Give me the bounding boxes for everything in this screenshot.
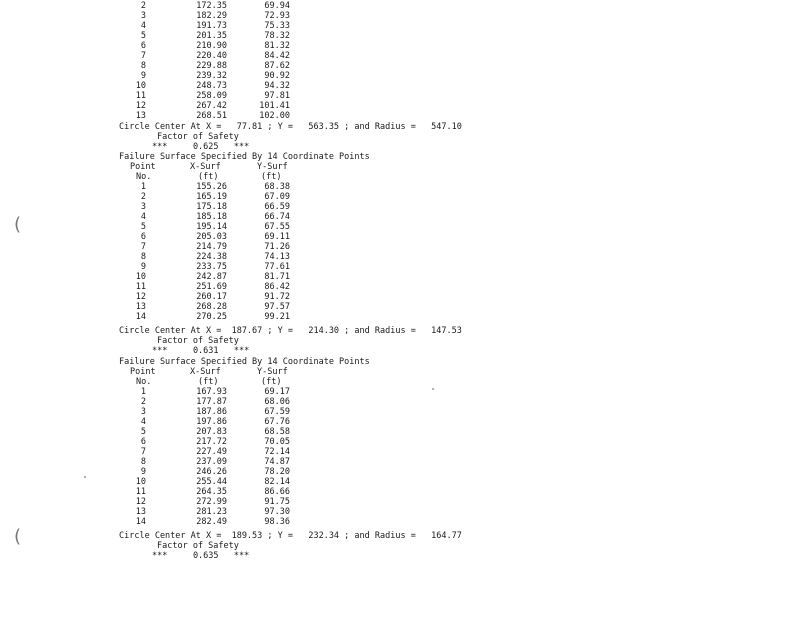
block2-col-no: No.: [136, 377, 152, 387]
block0-cell: 6: [140, 41, 146, 51]
block0-cell: 101.41: [259, 101, 290, 111]
block1-cell: 69.11: [264, 232, 290, 242]
block0-cell: 248.73: [196, 81, 227, 91]
block0-fos-value: *** 0.625 ***: [152, 142, 250, 152]
block2-unit-x: (ft): [198, 377, 219, 387]
block2-col-x: X-Surf: [190, 367, 221, 377]
block0-cell: 268.51: [196, 111, 227, 121]
block1-cell: 12: [135, 292, 146, 302]
block2-cell: 5: [140, 427, 146, 437]
block1-cell: 205.03: [196, 232, 227, 242]
block0-cell: 78.32: [264, 31, 290, 41]
block2-cell: 8: [140, 457, 146, 467]
block0-cell: 69.94: [264, 1, 290, 11]
block1-cell: 8: [140, 252, 146, 262]
block1-cell: 6: [140, 232, 146, 242]
scan-hole-mark: (: [14, 526, 22, 547]
block2-cell: 7: [140, 447, 146, 457]
block2-cell: 12: [135, 497, 146, 507]
block2-cell: 68.06: [264, 397, 290, 407]
block0-cell: 220.40: [196, 51, 227, 61]
block2-cell: 72.14: [264, 447, 290, 457]
block1-cell: 11: [135, 282, 146, 292]
block1-cell: 175.18: [196, 202, 227, 212]
block1-cell: 13: [135, 302, 146, 312]
scan-speck: [84, 476, 86, 478]
block2-fos-label: Factor of Safety: [157, 541, 239, 551]
block0-cell: 172.35: [196, 1, 227, 11]
block2-cell: 1: [140, 387, 146, 397]
block1-cell: 268.28: [196, 302, 227, 312]
block0-cell: 97.81: [264, 91, 290, 101]
block0-cell: 11: [135, 91, 146, 101]
block2-cell: 255.44: [196, 477, 227, 487]
block0-cell: 5: [140, 31, 146, 41]
block2-cell: 264.35: [196, 487, 227, 497]
block2-cell: 3: [140, 407, 146, 417]
scan-hole-mark: (: [14, 214, 22, 235]
block2-cell: 97.30: [264, 507, 290, 517]
block0-cell: 4: [140, 21, 146, 31]
block2-cell: 167.93: [196, 387, 227, 397]
block2-col-y: Y-Surf: [257, 367, 288, 377]
block0-circle-center: Circle Center At X = 77.81 ; Y = 563.35 ; and Radius = 547.10: [119, 122, 462, 132]
block0-fos-label: Factor of Safety: [157, 132, 239, 142]
block2-cell: 177.87: [196, 397, 227, 407]
block1-cell: 66.59: [264, 202, 290, 212]
block0-cell: 267.42: [196, 101, 227, 111]
block1-fos-label: Factor of Safety: [157, 336, 239, 346]
block1-unit-x: (ft): [198, 172, 219, 182]
block2-cell: 13: [135, 507, 146, 517]
block2-circle-center: Circle Center At X = 189.53 ; Y = 232.34 ; and Radius = 164.77: [119, 531, 462, 541]
block1-cell: 3: [140, 202, 146, 212]
block2-cell: 91.75: [264, 497, 290, 507]
block1-cell: 99.21: [264, 312, 290, 322]
block0-cell: 2: [140, 1, 146, 11]
block1-cell: 71.26: [264, 242, 290, 252]
block2-cell: 227.49: [196, 447, 227, 457]
block2-header: Failure Surface Specified By 14 Coordinate Points: [119, 357, 370, 367]
block0-cell: 210.90: [196, 41, 227, 51]
block2-cell: 78.20: [264, 467, 290, 477]
block2-col-point: Point: [130, 367, 156, 377]
block2-cell: 217.72: [196, 437, 227, 447]
block2-cell: 86.66: [264, 487, 290, 497]
block1-cell: 77.61: [264, 262, 290, 272]
block0-cell: 81.32: [264, 41, 290, 51]
block2-cell: 281.23: [196, 507, 227, 517]
block1-col-x: X-Surf: [190, 162, 221, 172]
block0-cell: 87.62: [264, 61, 290, 71]
block1-cell: 67.55: [264, 222, 290, 232]
block2-cell: 246.26: [196, 467, 227, 477]
block2-cell: 74.87: [264, 457, 290, 467]
block0-cell: 9: [140, 71, 146, 81]
block0-cell: 84.42: [264, 51, 290, 61]
block1-cell: 1: [140, 182, 146, 192]
block0-cell: 12: [135, 101, 146, 111]
block0-cell: 102.00: [259, 111, 290, 121]
block0-cell: 7: [140, 51, 146, 61]
block0-cell: 10: [135, 81, 146, 91]
block1-cell: 74.13: [264, 252, 290, 262]
block0-cell: 201.35: [196, 31, 227, 41]
block1-cell: 68.38: [264, 182, 290, 192]
block2-cell: 82.14: [264, 477, 290, 487]
block1-cell: 67.09: [264, 192, 290, 202]
scan-speck: [432, 388, 434, 390]
block0-cell: 75.33: [264, 21, 290, 31]
block1-cell: 97.57: [264, 302, 290, 312]
block1-col-no: No.: [136, 172, 152, 182]
block2-cell: 9: [140, 467, 146, 477]
block2-cell: 272.99: [196, 497, 227, 507]
block0-cell: 13: [135, 111, 146, 121]
block1-cell: 10: [135, 272, 146, 282]
block2-unit-y: (ft): [261, 377, 282, 387]
block1-cell: 81.71: [264, 272, 290, 282]
block1-cell: 260.17: [196, 292, 227, 302]
block1-cell: 7: [140, 242, 146, 252]
block0-cell: 182.29: [196, 11, 227, 21]
block0-cell: 258.09: [196, 91, 227, 101]
block1-header: Failure Surface Specified By 14 Coordinate Points: [119, 152, 370, 162]
block1-cell: 14: [135, 312, 146, 322]
block1-cell: 5: [140, 222, 146, 232]
block1-unit-y: (ft): [261, 172, 282, 182]
block2-cell: 14: [135, 517, 146, 527]
block0-cell: 90.92: [264, 71, 290, 81]
block1-fos-value: *** 0.631 ***: [152, 346, 250, 356]
block1-cell: 86.42: [264, 282, 290, 292]
block1-col-y: Y-Surf: [257, 162, 288, 172]
block1-cell: 165.19: [196, 192, 227, 202]
block2-cell: 67.76: [264, 417, 290, 427]
block1-cell: 4: [140, 212, 146, 222]
block2-cell: 98.36: [264, 517, 290, 527]
block0-cell: 191.73: [196, 21, 227, 31]
block0-cell: 239.32: [196, 71, 227, 81]
block0-cell: 72.93: [264, 11, 290, 21]
block0-cell: 94.32: [264, 81, 290, 91]
block2-cell: 187.86: [196, 407, 227, 417]
block1-cell: 155.26: [196, 182, 227, 192]
block1-cell: 2: [140, 192, 146, 202]
block2-cell: 11: [135, 487, 146, 497]
block2-cell: 282.49: [196, 517, 227, 527]
block1-cell: 185.18: [196, 212, 227, 222]
block2-cell: 69.17: [264, 387, 290, 397]
block1-cell: 242.87: [196, 272, 227, 282]
block1-cell: 233.75: [196, 262, 227, 272]
block1-cell: 195.14: [196, 222, 227, 232]
block1-cell: 214.79: [196, 242, 227, 252]
block2-fos-value: *** 0.635 ***: [152, 551, 250, 561]
block1-circle-center: Circle Center At X = 187.67 ; Y = 214.30 ; and Radius = 147.53: [119, 326, 462, 336]
block2-cell: 68.58: [264, 427, 290, 437]
block0-cell: 3: [140, 11, 146, 21]
block2-cell: 237.09: [196, 457, 227, 467]
block0-cell: 229.88: [196, 61, 227, 71]
block1-cell: 224.38: [196, 252, 227, 262]
block2-cell: 207.83: [196, 427, 227, 437]
block2-cell: 4: [140, 417, 146, 427]
block0-cell: 8: [140, 61, 146, 71]
block2-cell: 70.05: [264, 437, 290, 447]
block1-cell: 270.25: [196, 312, 227, 322]
block2-cell: 2: [140, 397, 146, 407]
block2-cell: 10: [135, 477, 146, 487]
block1-cell: 91.72: [264, 292, 290, 302]
block2-cell: 6: [140, 437, 146, 447]
block1-cell: 9: [140, 262, 146, 272]
block2-cell: 197.86: [196, 417, 227, 427]
block1-col-point: Point: [130, 162, 156, 172]
block1-cell: 66.74: [264, 212, 290, 222]
block1-cell: 251.69: [196, 282, 227, 292]
block2-cell: 67.59: [264, 407, 290, 417]
